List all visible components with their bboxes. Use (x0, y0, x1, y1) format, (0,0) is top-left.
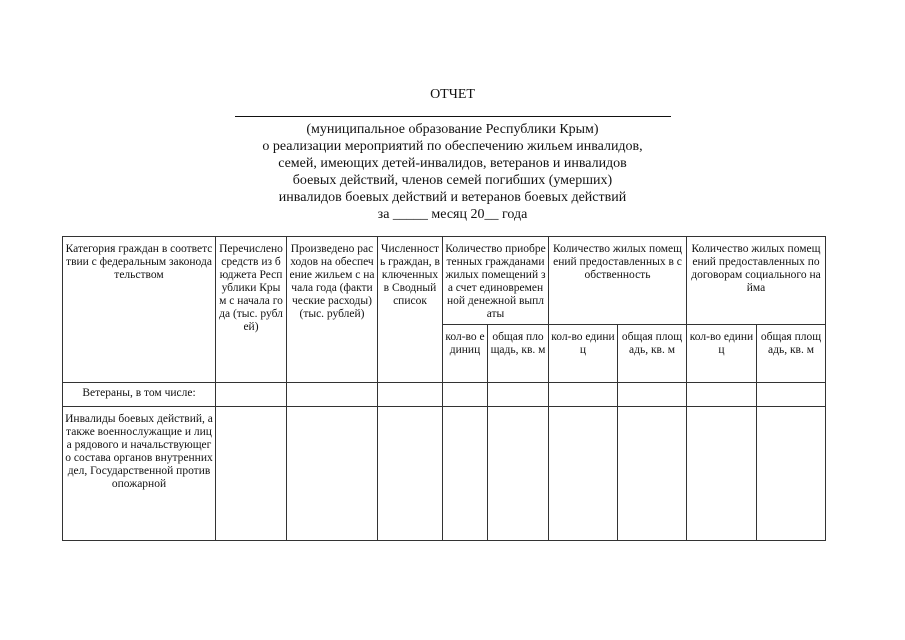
table-row (63, 383, 826, 407)
header-ownership: Количество жилых помещений предоставленных в собственность (549, 237, 687, 325)
sub-header-acquired-area: общая площадь, кв. м (488, 325, 549, 383)
table-cell (687, 407, 757, 541)
table-cell (216, 383, 287, 407)
header-transferred: Перечислено средств из бюджета Республики Крым с начала года (тыс. рублей) (216, 237, 287, 383)
header-acquired: Количество приобретенных гражданами жилых помещений за счет единовременной денежной выплаты (443, 237, 549, 325)
row-label-combat-invalids: Инвалиды боевых действий, а также военнослужащие и лица рядового и начальствующего состава органов внутренних дел, Государственной противопожарной (63, 407, 216, 541)
table-cell (378, 383, 443, 407)
sub-header-lease-units: кол-во единиц (687, 325, 757, 383)
header-category: Категория граждан в соответствии с федеральным законодательством (63, 237, 216, 383)
heading-line-4: боевых действий, членов семей погибших (умерших) (292, 173, 613, 188)
table-cell (488, 407, 549, 541)
table-cell (618, 383, 687, 407)
table-cell (549, 383, 618, 407)
heading-line-6: за _____ месяц 20__ года (377, 207, 528, 222)
table-cell (216, 407, 287, 541)
report-title: ОТЧЕТ (430, 87, 475, 102)
heading-line-1: (муниципальное образование Республики Крым) (306, 122, 599, 137)
table-cell (618, 407, 687, 541)
heading-line-3: семей, имеющих детей-инвалидов, ветеранов и инвалидов (278, 156, 627, 171)
report-heading (0, 86, 905, 223)
sub-header-ownership-units: кол-во единиц (549, 325, 618, 383)
table-cell (287, 383, 378, 407)
table-cell (378, 407, 443, 541)
table-row (63, 407, 826, 541)
sub-header-ownership-area: общая площадь, кв. м (618, 325, 687, 383)
table-cell (757, 383, 826, 407)
sub-header-acquired-units: кол-во единиц (443, 325, 488, 383)
table-cell (443, 407, 488, 541)
table-cell (549, 407, 618, 541)
heading-line-5: инвалидов боевых действий и ветеранов боевых действий (278, 190, 627, 205)
table-cell (443, 383, 488, 407)
table-cell (287, 407, 378, 541)
table-cell (757, 407, 826, 541)
sub-header-lease-area: общая площадь, кв. м (757, 325, 826, 383)
row-label-veterans: Ветераны, в том числе: (63, 383, 216, 407)
table-cell (488, 383, 549, 407)
header-spent: Произведено расходов на обеспечение жильем с начала года (фактические расходы) (тыс. рублей) (287, 237, 378, 383)
heading-line-2: о реализации мероприятий по обеспечению жильем инвалидов, (262, 139, 643, 154)
header-row (63, 237, 826, 325)
header-social-lease: Количество жилых помещений предоставленных по договорам социального найма (687, 237, 826, 325)
header-count: Численность граждан, включенных в Сводный список (378, 237, 443, 383)
report-table (62, 236, 826, 541)
table-cell (687, 383, 757, 407)
